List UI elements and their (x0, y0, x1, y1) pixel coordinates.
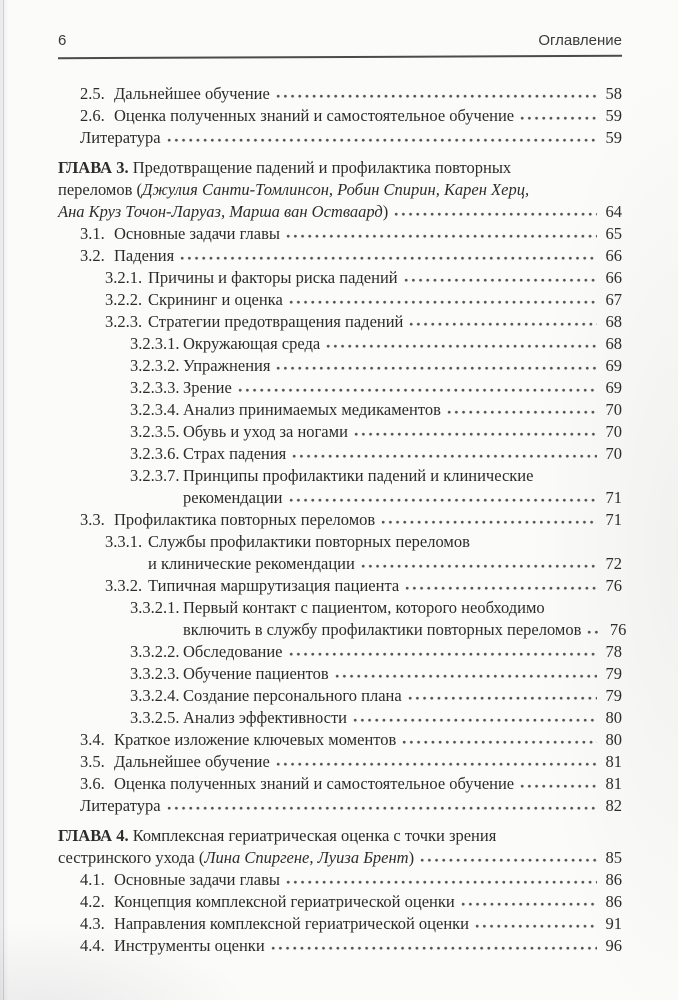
dot-leader (587, 630, 601, 635)
toc-entry-number: 3.2.3.6. (130, 444, 180, 463)
toc-entry (58, 127, 622, 149)
toc-entry (58, 641, 622, 663)
toc-entry-number: 3.3.2.3. (130, 664, 180, 683)
toc-entry-title: Службы профилактики повторных переломов (148, 532, 470, 551)
dot-leader (292, 454, 597, 459)
toc-entry-number: 3.2.3.1. (130, 334, 180, 353)
toc-entry-title: Анализ эффективности (183, 708, 348, 727)
toc-entry-number: 2.5. (80, 84, 105, 103)
dot-leader (353, 718, 597, 723)
toc-entry-title: Причины и факторы риска падений (148, 268, 398, 287)
toc-entry-number: 4.4. (80, 936, 105, 955)
toc-entry-page: 69 (605, 378, 622, 397)
page-header (0, 0, 678, 49)
toc-entry (58, 935, 622, 957)
toc-entry-title: Профилактика повторных переломов (114, 510, 376, 529)
toc-entry-page: 64 (605, 202, 622, 221)
dot-leader (405, 586, 597, 591)
toc-entry-number: 3.2.3.4. (130, 400, 180, 419)
toc-entry-number: 3.2.3.5. (130, 422, 180, 441)
toc-entry-number: 3.1. (80, 224, 105, 243)
toc-entry (58, 553, 622, 575)
toc-entry-page: 70 (605, 400, 622, 419)
toc-entry (58, 685, 622, 707)
dot-leader (167, 806, 597, 811)
toc-entry-number: 3.3.2. (105, 576, 143, 595)
toc-entry (58, 355, 622, 377)
toc-entry (58, 443, 622, 465)
dot-leader (461, 902, 597, 907)
dot-leader (271, 946, 597, 951)
toc-entry-title: ГЛАВА 4. Комплексная гериатрическая оценка с точки зрения (58, 826, 497, 845)
toc-entry (58, 289, 622, 311)
toc-entry-number: 3.4. (80, 730, 105, 749)
toc-entry-page: 96 (605, 936, 622, 955)
toc-entry-title: включить в службу профилактики повторных переломов (183, 620, 582, 639)
toc-entry-page: 59 (605, 106, 622, 125)
toc-entry (58, 509, 622, 531)
toc-entry-page: 68 (605, 334, 622, 353)
toc-entry-title: Анализ принимаемых медикаментов (183, 400, 441, 419)
dot-leader (286, 234, 597, 239)
dot-leader (276, 94, 597, 99)
toc-entry-title: Обследование (183, 642, 283, 661)
toc-entry-page: 79 (605, 686, 622, 705)
toc-entry (58, 729, 622, 751)
toc-entry-title: Литература (80, 796, 161, 815)
running-title: Оглавление (538, 32, 622, 49)
toc-entry-number: 4.2. (80, 892, 105, 911)
toc-entry-number: 3.3.2.2. (130, 642, 180, 661)
toc-entry-number: 3.3.2.1. (130, 598, 180, 617)
toc-entry-number: 4.1. (80, 870, 105, 889)
toc-entry-page: 76 (605, 576, 622, 595)
toc-entry-number: 3.3. (80, 510, 105, 529)
toc-entry-page: 81 (605, 774, 622, 793)
toc-entry-title: Первый контакт с пациентом, которого необходимо (183, 598, 545, 617)
toc-entry-page: 71 (605, 510, 622, 529)
toc-entry (58, 83, 622, 105)
toc-entry-title: Инструменты оценки (114, 936, 265, 955)
toc-entry (58, 377, 622, 399)
dot-leader (289, 498, 598, 503)
toc-entry-page: 91 (605, 914, 622, 933)
dot-leader (289, 300, 597, 305)
toc-entry-number: 3.3.2.5. (130, 708, 180, 727)
toc-entry-title: Скрининг и оценка (148, 290, 283, 309)
toc-entry-number: 3.3.2.4. (130, 686, 180, 705)
toc-entry-page: 82 (605, 796, 622, 815)
toc-entry (58, 663, 622, 685)
toc-entry-title: Дальнейшее обучение (114, 84, 270, 103)
toc-entry-page: 85 (605, 848, 622, 867)
toc-entry-number: 3.2. (80, 246, 105, 265)
dot-leader (326, 344, 597, 349)
dot-leader (354, 432, 597, 437)
toc-entry-page: 58 (605, 84, 622, 103)
toc-entry (58, 707, 622, 729)
toc-entry (58, 825, 622, 847)
toc-entry-title: Зрение (183, 378, 232, 397)
toc-entry-number: 3.6. (80, 774, 105, 793)
toc-entry-page: 86 (605, 870, 622, 889)
toc-entry-page: 71 (605, 488, 622, 507)
dot-leader (381, 520, 597, 525)
toc-entry-page: 70 (605, 422, 622, 441)
dot-leader (447, 410, 597, 415)
toc-entry-page: 59 (605, 128, 622, 147)
toc-entry-title: Концепция комплексной гериатрической оценки (114, 892, 455, 911)
toc-entry-page: 78 (605, 642, 622, 661)
toc-entry-page: 81 (605, 752, 622, 771)
toc-entry-page: 86 (605, 892, 622, 911)
toc-entry (58, 421, 622, 443)
toc-entry-page: 66 (605, 268, 622, 287)
toc-entry-number: 4.3. (80, 914, 105, 933)
toc-entry-title: ГЛАВА 3. Предотвращение падений и профилактика повторных (58, 158, 512, 177)
toc-entry (58, 223, 622, 245)
toc-entry-page: 72 (605, 554, 622, 573)
toc-entry-page: 79 (605, 664, 622, 683)
toc-entry-title: сестринского ухода (Лина Спиргене, Луиза Брент) (58, 848, 415, 867)
dot-leader (408, 696, 597, 701)
toc-entry-title: Оценка полученных знаний и самостоятельное обучение (114, 106, 515, 125)
toc-entry-title: Падения (114, 246, 175, 265)
toc-entry-number: 3.3.1. (105, 532, 143, 551)
toc-entry-page: 70 (605, 444, 622, 463)
toc-entry-number: 3.2.3.2. (130, 356, 180, 375)
dot-leader (404, 278, 597, 283)
dot-leader (409, 322, 597, 327)
toc-entry-title: Принципы профилактики падений и клинические (183, 466, 534, 485)
dot-leader (361, 564, 597, 569)
toc-entry-number: 3.2.2. (105, 290, 143, 309)
toc-entry (58, 575, 622, 597)
toc-entry-title: Обувь и уход за ногами (183, 422, 348, 441)
toc-entry-page: 68 (605, 312, 622, 331)
toc-entry (58, 201, 622, 223)
toc-entry (58, 333, 622, 355)
dot-leader (238, 388, 597, 393)
toc-entry-title: Упражнения (183, 356, 271, 375)
dot-leader (394, 212, 597, 217)
dot-leader (276, 366, 597, 371)
toc-entry (58, 795, 622, 817)
toc-entry (58, 847, 622, 869)
toc-entry-number: 2.6. (80, 106, 105, 125)
dot-leader (402, 740, 597, 745)
toc-entry-number: 3.5. (80, 752, 105, 771)
toc-entry (58, 773, 622, 795)
dot-leader (286, 880, 597, 885)
toc-entry (58, 157, 622, 179)
toc-entry-number: 3.2.1. (105, 268, 143, 287)
toc-entry-title: Основные задачи главы (114, 870, 280, 889)
toc-entry (58, 399, 622, 421)
toc-entry-title: Основные задачи главы (114, 224, 280, 243)
toc-entry (58, 531, 622, 553)
toc-entry (58, 179, 622, 201)
table-of-contents (0, 83, 678, 957)
toc-entry (58, 487, 622, 509)
dot-leader (475, 924, 597, 929)
toc-entry-title: Типичная маршрутизация пациента (148, 576, 400, 595)
toc-entry-title: Стратегии предотвращения падений (148, 312, 404, 331)
toc-entry-page: 76 (609, 620, 627, 639)
toc-entry (58, 311, 622, 333)
dot-leader (420, 858, 597, 863)
toc-entry-number: 3.2.3. (105, 312, 143, 331)
toc-entry-page: 69 (605, 356, 622, 375)
toc-entry-title: Дальнейшее обучение (114, 752, 270, 771)
toc-entry-title: Ана Круз Точон-Ларуаз, Марша ван Остваард) (58, 202, 389, 221)
toc-entry (58, 869, 622, 891)
dot-leader (289, 652, 598, 657)
toc-entry (58, 891, 622, 913)
toc-entry-page: 65 (605, 224, 622, 243)
toc-entry (58, 465, 622, 487)
toc-entry (58, 267, 622, 289)
toc-entry (58, 751, 622, 773)
dot-leader (520, 784, 597, 789)
dot-leader (335, 674, 597, 679)
toc-entry-number: 3.2.3.3. (130, 378, 180, 397)
toc-entry-title: Создание персонального плана (183, 686, 402, 705)
dot-leader (167, 138, 597, 143)
toc-entry-page: 66 (605, 246, 622, 265)
toc-entry (58, 913, 622, 935)
dot-leader (276, 762, 597, 767)
toc-entry-title: Краткое изложение ключевых моментов (114, 730, 397, 749)
toc-entry-title: Оценка полученных знаний и самостоятельное обучение (114, 774, 515, 793)
toc-entry (58, 619, 627, 641)
dot-leader (180, 256, 597, 261)
toc-entry-title: и клинические рекомендации (148, 554, 355, 573)
toc-entry (58, 105, 622, 127)
toc-entry-page: 80 (605, 730, 622, 749)
toc-entry-page: 80 (605, 708, 622, 727)
header-rule (58, 55, 622, 59)
toc-entry-title: Литература (80, 128, 161, 147)
dot-leader (520, 116, 597, 121)
toc-entry-title: Окружающая среда (183, 334, 321, 353)
toc-entry-page: 67 (605, 290, 622, 309)
toc-entry (58, 597, 622, 619)
toc-entry (58, 245, 622, 267)
page-number: 6 (58, 32, 67, 49)
toc-entry-title: Страх падения (183, 444, 287, 463)
toc-entry-title: Обучение пациентов (183, 664, 329, 683)
toc-entry-title: рекомендации (183, 488, 283, 507)
toc-entry-title: Направления комплексной гериатрической оценки (114, 914, 469, 933)
toc-entry-title: переломов (Джулия Санти-Томлинсон, Робин Спирин, Карен Херц, (58, 180, 530, 199)
toc-entry-number: 3.2.3.7. (130, 466, 180, 485)
